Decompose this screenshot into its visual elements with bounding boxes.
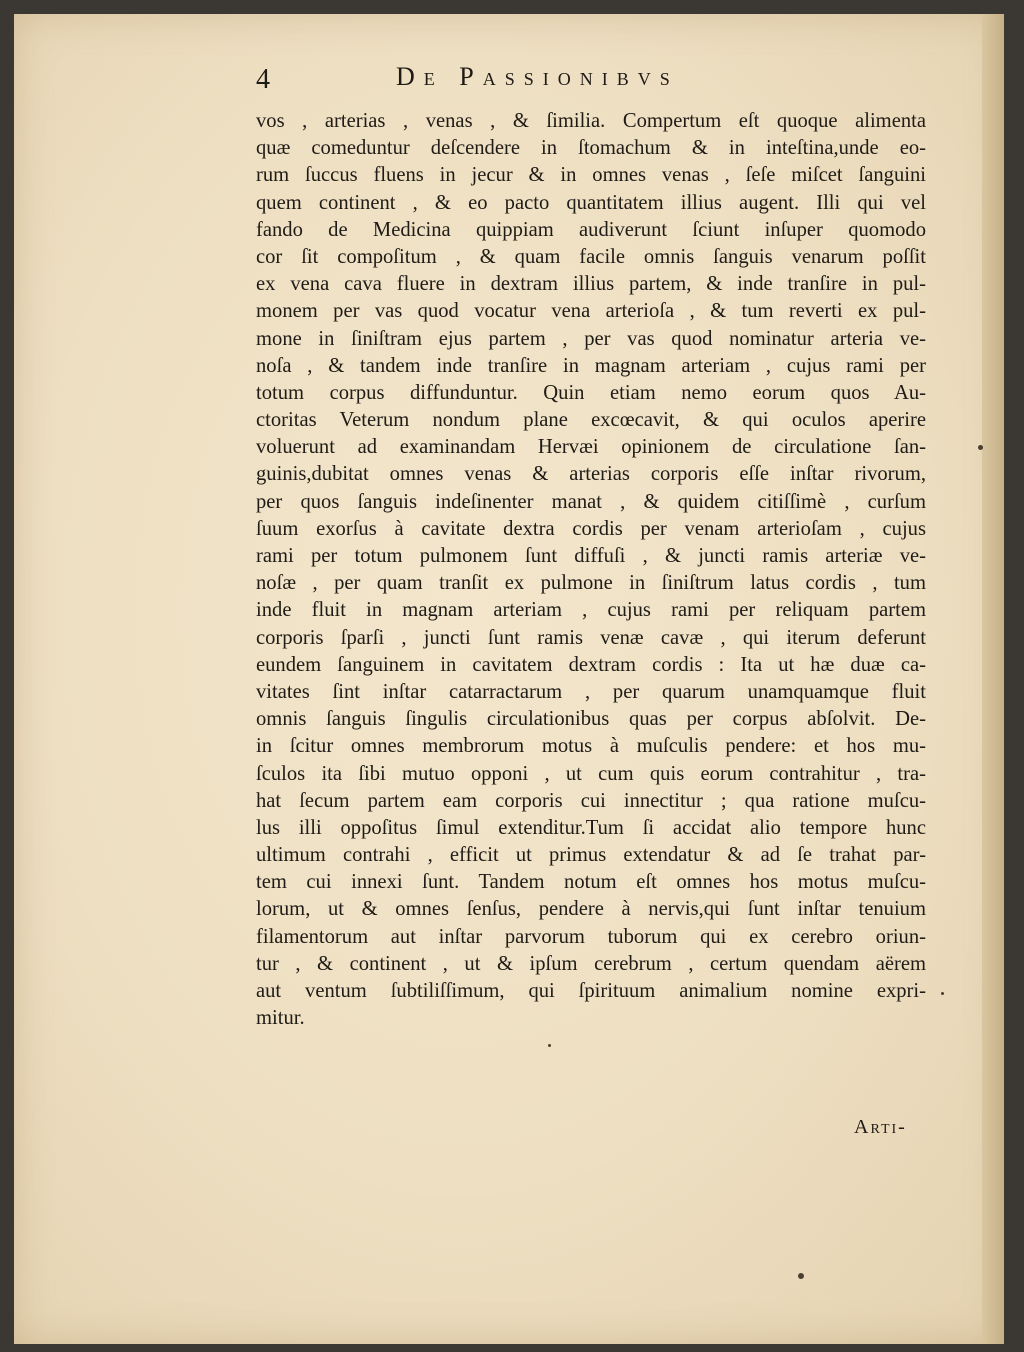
text-line-last: mitur.: [256, 1007, 305, 1030]
text-line: inde fluit in magnam arteriam , cujus rami per reliquam partem: [256, 599, 926, 622]
text-line: filamentorum aut inſtar parvorum tuborum qui ex cerebro oriun-: [256, 925, 926, 948]
text-line: omnis ſanguis ſingulis circulationibus quas per corpus abſolvit. De-: [256, 708, 926, 731]
text-line: tem cui innexi ſunt. Tandem notum eſt omnes hos motus muſcu-: [256, 871, 926, 894]
text-line: ſculos ita ſibi mutuo opponi , ut cum quis eorum contrahitur , tra-: [256, 762, 926, 785]
text-line: lus illi oppoſitus ſimul extenditur.Tum ſi accidat alio tempore hunc: [256, 816, 926, 839]
text-line: rami per totum pulmonem ſunt diffuſi , & juncti ramis arteriæ ve-: [256, 545, 926, 567]
text-line: corporis ſparſi , juncti ſunt ramis venæ cavæ , qui iterum deferunt: [256, 626, 926, 649]
ink-speck: [798, 1273, 804, 1279]
text-line: hat ſecum partem eam corporis cui innectitur ; qua ratione muſcu-: [256, 789, 926, 812]
page-gutter-edge: [982, 14, 1004, 1344]
page-number: 4: [256, 64, 270, 95]
text-line: ctoritas Veterum nondum plane excœcavit, & qui oculos aperire: [256, 409, 926, 432]
text-line: vitates ſint inſtar catarractarum , per quarum unamquamque fluit: [256, 680, 926, 703]
text-line: mone in ſiniſtram ejus partem , per vas quod nominatur arteria ve-: [256, 327, 926, 350]
catchword: Arti-: [854, 1116, 907, 1138]
text-line: monem per vas quod vocatur vena arterioſa , & tum reverti ex pul-: [256, 300, 926, 323]
text-line: noſa , & tandem inde tranſire in magnam arteriam , cujus rami per: [256, 354, 926, 377]
ink-speck: [978, 445, 983, 450]
text-line: lorum, ut & omnes ſenſus, pendere à nervis,qui ſunt inſtar tenuium: [256, 898, 926, 921]
text-line: rum ſuccus fluens in jecur & in omnes venas , ſeſe miſcet ſanguini: [256, 164, 926, 187]
text-line: voluerunt ad examinandam Hervæi opinionem de circulatione ſan-: [256, 436, 926, 459]
text-line: ex vena cava fluere in dextram illius partem, & inde tranſire in pul-: [256, 273, 926, 296]
text-line: aut ventum ſubtiliſſimum, qui ſpirituum animalium nomine expri-: [256, 980, 926, 1002]
text-line: noſæ , per quam tranſit ex pulmone in ſiniſtrum latus cordis , tum: [256, 572, 926, 595]
text-line: ultimum contrahi , efficit ut primus extendatur & ad ſe trahat par-: [256, 844, 926, 867]
text-line: ſuum exorſus à cavitate dextra cordis per venam arterioſam , cujus: [256, 517, 926, 540]
text-line: tur , & continent , ut & ipſum cerebrum , certum quendam aërem: [256, 952, 926, 975]
running-title: De Passionibvs: [396, 62, 679, 91]
body-text: [256, 108, 926, 1032]
text-line: in ſcitur omnes membrorum motus à muſculis pendere: et hos mu-: [256, 735, 926, 758]
text-line: quem continent , & eo pacto quantitatem illius augent. Illi qui vel: [256, 191, 926, 214]
running-head: [256, 62, 776, 102]
ink-speck: [941, 992, 944, 995]
text-line: guinis,dubitat omnes venas & arterias corporis eſſe inſtar rivorum,: [256, 463, 926, 486]
text-line: per quos ſanguis indeſinenter manat , & quidem citiſſimè , curſum: [256, 490, 926, 513]
text-line: fando de Medicina quippiam audiverunt ſciunt inſuper quomodo: [256, 218, 926, 241]
text-line: eundem ſanguinem in cavitatem dextram cordis : Ita ut hæ duæ ca-: [256, 653, 926, 676]
text-line: quæ comeduntur deſcendere in ſtomachum & in inteſtina,unde eo-: [256, 137, 926, 160]
text-line: totum corpus diffunduntur. Quin etiam nemo eorum quos Au-: [256, 381, 926, 404]
text-line: vos , arterias , venas , & ſimilia. Compertum eſt quoque alimenta: [256, 110, 926, 132]
text-line: cor ſit compoſitum , & quam facile omnis ſanguis venarum poſſit: [256, 245, 926, 268]
ink-speck: [548, 1044, 551, 1047]
